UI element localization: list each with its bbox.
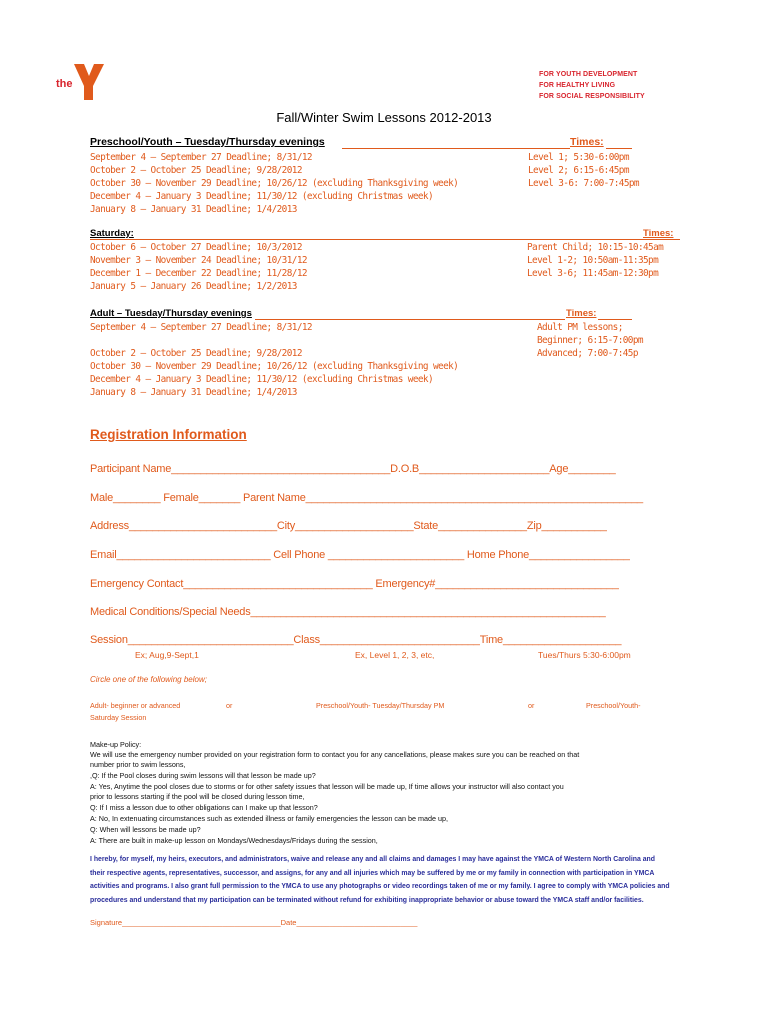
saturday-time-2: Level 1-2; 10:50am-11:35pm — [527, 255, 659, 266]
emergency-contact-field[interactable]: Emergency Contact________________________________ Emergency#_______________________________ — [90, 578, 619, 590]
makeup-line-6: prior to lessons starting if the pool will be closed during lesson time, — [90, 792, 305, 801]
adult-times-rule — [598, 319, 632, 320]
makeup-line-3: number prior to swim lessons, — [90, 760, 186, 769]
adult-time-2: Beginner; 6:15-7:00pm — [537, 335, 643, 346]
signature-date-field[interactable]: Signature______________________________________Date_____________________________ — [90, 918, 418, 927]
makeup-line-4: ,Q: If the Pool closes during swim lessons will that lesson be made up? — [90, 771, 316, 780]
tagline-line-3: FOR SOCIAL RESPONSIBILITY — [539, 93, 645, 100]
preschool-heading: Preschool/Youth – Tuesday/Thursday evenings — [90, 136, 325, 148]
preschool-times-heading: Times: — [570, 136, 604, 148]
adult-session-1: September 4 – September 27 Deadline; 8/31/12 — [90, 322, 312, 333]
session-example: Ex; Aug,9-Sept,1 — [135, 650, 199, 660]
makeup-line-2: We will use the emergency number provided on your registration form to contact you for any cancellations, please makes sure you can be reached on that — [90, 750, 580, 759]
preschool-session-3: October 30 – November 29 Deadline; 10/26/12 (excluding Thanksgiving week) — [90, 178, 459, 189]
circle-prompt: Circle one of the following below; — [90, 675, 207, 684]
page-title: Fall/Winter Swim Lessons 2012-2013 — [276, 110, 492, 125]
preschool-time-1: Level 1; 5:30-6:00pm — [528, 152, 629, 163]
logo-text: the — [56, 78, 73, 90]
option-preschool-weekday[interactable]: Preschool/Youth- Tuesday/Thursday PM — [316, 701, 445, 710]
preschool-times-rule — [606, 148, 632, 149]
adult-session-4: December 4 – January 3 Deadline; 11/30/12 (excluding Christmas week) — [90, 374, 434, 385]
saturday-heading: Saturday: — [90, 228, 134, 239]
address-field[interactable]: Address_________________________City____________________State_______________Zip___________ — [90, 520, 607, 532]
preschool-session-4: December 4 – January 3 Deadline; 11/30/12 (excluding Christmas week) — [90, 191, 434, 202]
session-class-time-field[interactable]: Session____________________________Class___________________________Time____________________ — [90, 634, 622, 646]
medical-conditions-field[interactable]: Medical Conditions/Special Needs____________________________________________________________ — [90, 606, 606, 618]
option-or-1: or — [226, 701, 233, 710]
adult-session-2: October 2 – October 25 Deadline; 9/28/2012 — [90, 348, 302, 359]
adult-time-1: Adult PM lessons; — [537, 322, 623, 333]
participant-name-field[interactable]: Participant Name_____________________________________D.O.B______________________Age________ — [90, 463, 616, 475]
registration-title: Registration Information — [90, 427, 247, 442]
saturday-times-heading: Times: — [643, 228, 674, 239]
saturday-session-2: November 3 – November 24 Deadline; 10/31/12 — [90, 255, 307, 266]
makeup-line-7: Q: If I miss a lesson due to other obligations can I make up that lesson? — [90, 803, 318, 812]
preschool-session-2: October 2 – October 25 Deadline; 9/28/2012 — [90, 165, 302, 176]
ymca-logo — [56, 58, 104, 104]
saturday-time-3: Level 3-6; 11:45am-12:30pm — [527, 268, 659, 279]
saturday-session-3: December 1 – December 22 Deadline; 11/28/12 — [90, 268, 307, 279]
gender-parent-field[interactable]: Male________ Female_______ Parent Name_________________________________________________________ — [90, 492, 643, 504]
adult-time-3: Advanced; 7:00-7:45p — [537, 348, 638, 359]
saturday-session-4: January 5 – January 26 Deadline; 1/2/2013 — [90, 281, 297, 292]
adult-rule — [255, 319, 565, 320]
tagline-line-1: FOR YOUTH DEVELOPMENT — [539, 71, 638, 78]
preschool-session-5: January 8 – January 31 Deadline; 1/4/2013 — [90, 204, 297, 215]
saturday-time-1: Parent Child; 10:15-10:45am — [527, 242, 664, 253]
makeup-line-9: Q: When will lessons be made up? — [90, 825, 201, 834]
option-preschool-saturday[interactable]: Preschool/Youth- — [586, 701, 641, 710]
waiver-text: I hereby, for myself, my heirs, executors, and administrators, waive and release any and all claims and damages I may have against the YMCA of Western North Carolina and their respective agents, representatives, successor, and assigns, for any and all injuries which may be suffered by me or my family in connection with participation in YMCA activities and programs. I also grant full permission to the YMCA to use any photographs or video recordings taken of me or my family. I agree to comply with YMCA policies and procedures and understand that my participation can be terminated without refund for exhibiting inappropriate behavior or abuse toward the YMCA staff and/or facilities. — [90, 856, 670, 904]
makeup-line-5: A: Yes, Anytime the pool closes due to storms or for other safety issues that lesson will be made up, If time allows your instructor will also contact you — [90, 782, 564, 791]
option-preschool-saturday-cont[interactable]: Saturday Session — [90, 713, 147, 722]
adult-session-3: October 30 – November 29 Deadline; 10/26/12 (excluding Thanksgiving week) — [90, 361, 459, 372]
makeup-line-8: A: No, In extenuating circumstances such as extended illness or family emergencies the lesson can be made up, — [90, 814, 448, 823]
preschool-time-2: Level 2; 6:15-6:45pm — [528, 165, 629, 176]
time-example: Tues/Thurs 5:30-6:00pm — [538, 650, 631, 660]
preschool-rule — [342, 148, 570, 149]
saturday-session-1: October 6 – October 27 Deadline; 10/3/2012 — [90, 242, 302, 253]
contact-phone-field[interactable]: Email__________________________ Cell Phone _______________________ Home Phone_________________ — [90, 549, 630, 561]
option-or-2: or — [528, 701, 535, 710]
makeup-line-1: Make-up Policy: — [90, 740, 142, 749]
adult-session-5: January 8 – January 31 Deadline; 1/4/2013 — [90, 387, 297, 398]
adult-times-heading: Times: — [566, 308, 597, 319]
preschool-time-3: Level 3-6: 7:00-7:45pm — [528, 178, 639, 189]
option-adult[interactable]: Adult- beginner or advanced — [90, 701, 181, 710]
saturday-rule — [90, 239, 680, 240]
class-example: Ex, Level 1, 2, 3, etc, — [355, 650, 435, 660]
preschool-session-1: September 4 – September 27 Deadline; 8/31/12 — [90, 152, 312, 163]
makeup-line-10: A: There are built in make-up lesson on Mondays/Wednesdays/Fridays during the session, — [90, 836, 378, 845]
tagline-line-2: FOR HEALTHY LIVING — [539, 82, 616, 89]
adult-heading: Adult – Tuesday/Thursday evenings — [90, 308, 252, 319]
ymca-logo-icon — [56, 58, 104, 104]
